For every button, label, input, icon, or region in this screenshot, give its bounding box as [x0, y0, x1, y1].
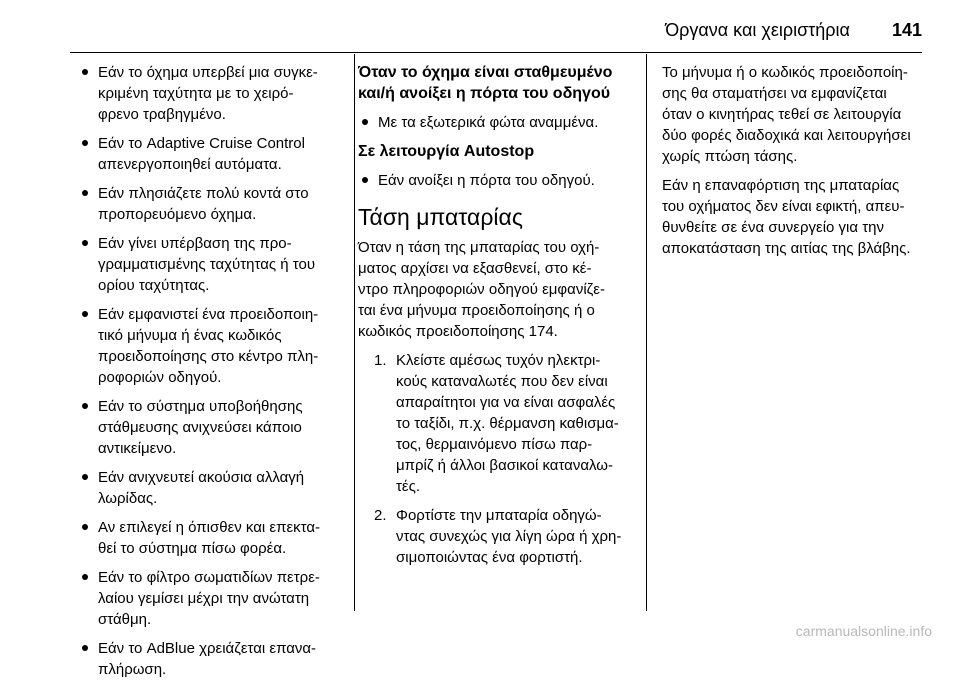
step-number: 2. [374, 507, 387, 524]
list-item: Εάν ανιχνευτεί ακούσια αλλαγή λωρίδας. [78, 467, 350, 509]
step-text: Κλείστε αμέσως τυχόν ηλεκτρι- κούς καταναλωτές που δεν είναι απαραίτητοι για να είναι ασφαλές το ταξίδι, π.χ. θέρμανση καθισμα- τος, θερμαινόμενο πίσω παρ- μπρίζ ή άλλοι βασικοί καταναλω- τές. [396, 352, 619, 495]
autostop-conditions-list [358, 170, 636, 191]
list-item: Εάν το AdBlue χρειάζεται επανα- πλήρωση. [78, 638, 350, 680]
column-3 [662, 62, 930, 267]
list-item: Εάν το φίλτρο σωματιδίων πετρε- λαίου γεμίσει μέχρι την ανώτατη στάθμη. [78, 567, 350, 630]
list-item: Με τα εξωτερικά φώτα αναμμένα. [358, 112, 636, 133]
paragraph: Το μήνυμα ή ο κωδικός προειδοποίη- σης θα σταματήσει να εμφανίζεται όταν ο κινητήρας τεθεί σε λειτουργία δύο φορές διαδοχικά και λειτουργήσει χωρίς πτώση τάσης. [662, 64, 911, 165]
page-header [0, 20, 922, 41]
step-item [358, 505, 636, 568]
list-item: Εάν εμφανιστεί ένα προειδοποιη- τικό μήνυμα ή ένας κωδικός προειδοποίησης στο κέντρο πλη- ροφοριών οδηγού. [78, 304, 350, 388]
subheading-autostop: Σε λειτουργία Autostop [358, 143, 535, 160]
page-number: 141 [891, 20, 922, 40]
subheading-parked: Όταν το όχημα είναι σταθμευμένο και/ή ανοίξει η πόρτα του οδηγού [358, 64, 613, 102]
battery-steps-list [358, 350, 636, 568]
battery-paragraph: Όταν η τάση της μπαταρίας του οχή- ματος αρχίσει να εξασθενεί, στο κέ- ντρο πληροφοριών οδηγού εμφανίζε- ται ένα μήνυμα προειδοποίησης ή ο κωδικός προειδοποίησης 174. [358, 239, 605, 340]
watermark: carmanualsonline.info [795, 623, 932, 639]
parked-conditions-list [358, 112, 636, 133]
section-title-battery-voltage: Τάση μπαταρίας [358, 204, 523, 230]
list-item: Εάν το όχημα υπερβεί μια συγκε- κριμένη ταχύτητα με το χειρό- φρενο τραβηγμένο. [78, 62, 350, 125]
list-item: Εάν ανοίξει η πόρτα του οδηγού. [358, 170, 636, 191]
list-item: Εάν γίνει υπέρβαση της προ- γραμματισμένης ταχύτητας ή του ορίου ταχύτητας. [78, 233, 350, 296]
step-item [358, 350, 636, 497]
column-1 [78, 62, 350, 688]
step-text: Φορτίστε την μπαταρία οδηγώ- ντας συνεχώς για λίγη ώρα ή χρη- σιμοποιώντας ένα φορτιστή. [396, 507, 622, 566]
step-number: 1. [374, 352, 387, 369]
column-2 [358, 62, 636, 576]
warning-conditions-list [78, 62, 350, 680]
list-item: Εάν πλησιάζετε πολύ κοντά στο προπορευόμενο όχημα. [78, 183, 350, 225]
column-divider-1 [354, 54, 355, 611]
list-item: Εάν το σύστημα υποβοήθησης στάθμευσης ανιχνεύσει κάποιο αντικείμενο. [78, 396, 350, 459]
column-divider-2 [646, 54, 647, 611]
list-item: Εάν το Adaptive Cruise Control απενεργοποιηθεί αυτόματα. [78, 133, 350, 175]
header-rule [70, 52, 922, 53]
paragraph: Εάν η επαναφόρτιση της μπαταρίας του οχήματος δεν είναι εφικτή, απευ- θυνθείτε σε ένα συνεργείο για την αποκατάσταση της αιτίας της βλάβης. [662, 177, 911, 257]
page-title: Όργανα και χειριστήρια [665, 20, 850, 40]
list-item: Αν επιλεγεί η όπισθεν και επεκτα- θεί το σύστημα πίσω φορέα. [78, 517, 350, 559]
